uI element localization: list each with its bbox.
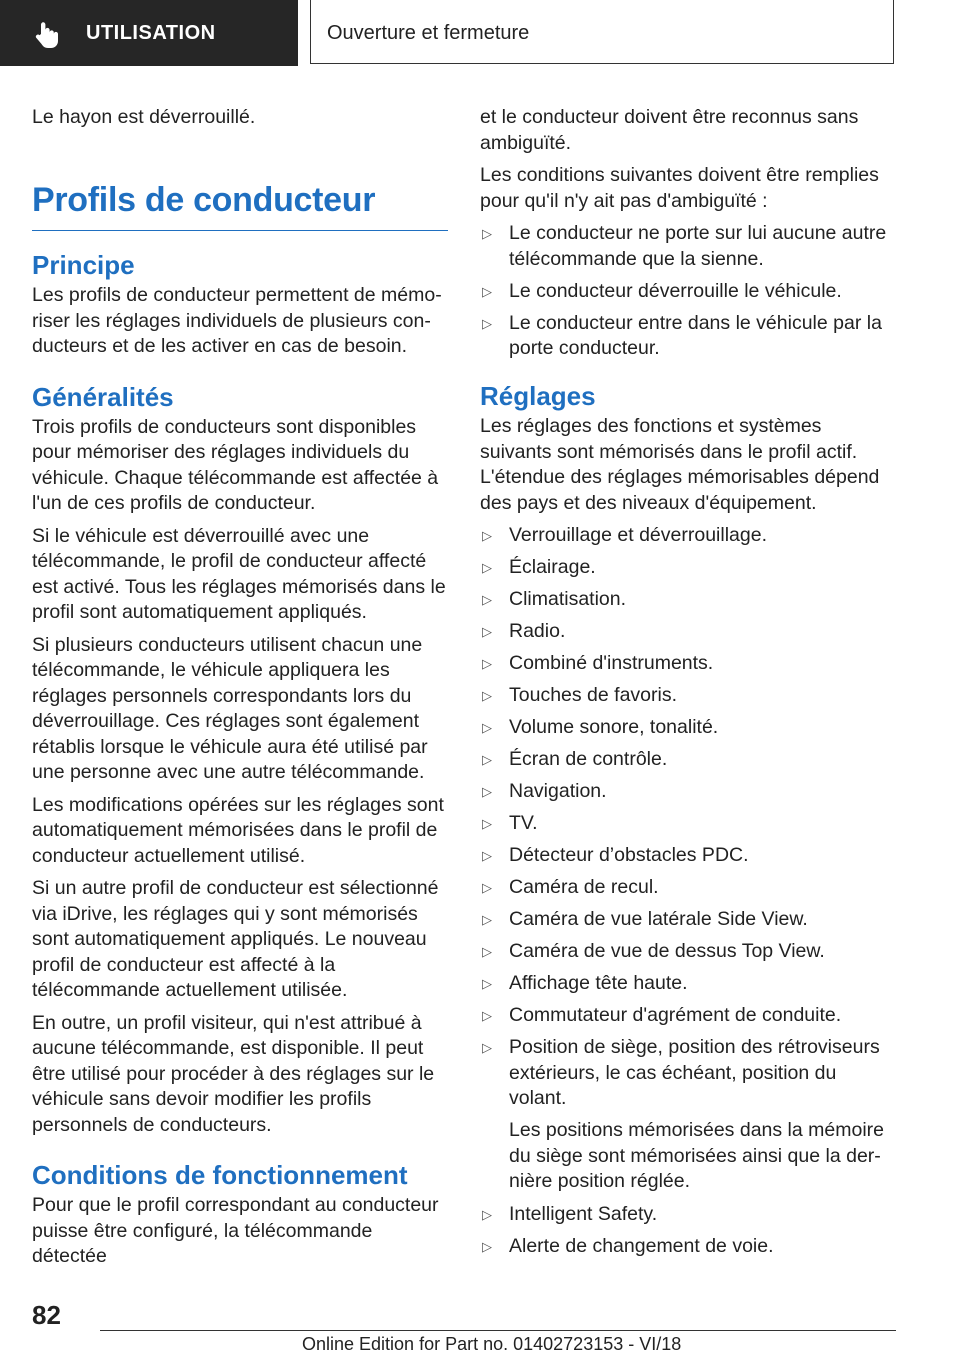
triangle-right-icon: ▷ <box>482 1008 492 1023</box>
principe-text: Les profils de conducteur permettent de mémoriser les réglages individuels de plusieurs conducteurs et de les activer en cas de besoin. <box>32 284 442 357</box>
triangle-right-icon: ▷ <box>482 880 492 895</box>
list-item: ▷ Navigation. <box>480 779 896 805</box>
triangle-right-icon: ▷ <box>482 1040 492 1055</box>
page-header <box>0 0 960 66</box>
conditions-continued: et le conducteur doivent être reconnus sans ambiguïté. <box>480 106 859 154</box>
generalites-p1: Trois profils de conducteurs sont disponibles pour mémoriser des réglages individuels du véhicule. Chaque télécommande est affectée à l'un de ces profils de conducteur. <box>32 415 439 514</box>
subsection-tab <box>310 0 894 64</box>
triangle-right-icon: ▷ <box>482 1238 492 1254</box>
triangle-right-icon: ▷ <box>482 816 492 831</box>
list-item: ▷ Position de siège, position des rétroviseurs extérieurs, le cas échéant, position du volant. <box>482 1036 880 1109</box>
subsection-title: Ouverture et fermeture <box>327 22 530 44</box>
list-item: ▷ Affichage tête haute. <box>480 971 896 997</box>
list-item: ▷ TV. <box>480 811 896 837</box>
triangle-right-icon: ▷ <box>482 720 492 735</box>
hand-pointer-icon <box>32 20 62 50</box>
list-item: ▷ Détecteur d’obstacles PDC. <box>480 843 896 869</box>
list-item: ▷ Verrouillage et déverrouillage. <box>480 523 896 549</box>
reglages-list-cont <box>480 1202 896 1260</box>
page-title: Profils de conducteur <box>32 180 376 219</box>
triangle-right-icon: ▷ <box>482 624 492 639</box>
reglages-list <box>480 523 896 1112</box>
list-item: ▷ Caméra de vue de dessus Top View. <box>480 939 896 965</box>
list-item: ▷ Le conducteur déverrouille le véhicule. <box>480 279 896 305</box>
triangle-right-icon: ▷ <box>482 688 492 703</box>
triangle-right-icon: ▷ <box>482 1206 492 1222</box>
list-item: ▷ Touches de favoris. <box>480 683 896 709</box>
list-item: ▷ Commutateur d'agrément de conduite. <box>480 1003 896 1029</box>
list-item: ▷ Écran de contrôle. <box>480 747 896 773</box>
triangle-right-icon: ▷ <box>482 752 492 767</box>
triangle-right-icon: ▷ <box>482 560 492 575</box>
conditions-intro: Les conditions suivantes doivent être remplies pour qu'il n'y ait pas d'ambiguïté : <box>480 164 879 212</box>
triangle-right-icon: ▷ <box>482 784 492 799</box>
list-item: ▷ Radio. <box>480 619 896 645</box>
triangle-right-icon: ▷ <box>482 912 492 927</box>
list-item: ▷ Caméra de vue latérale Side View. <box>480 907 896 933</box>
footer-rule <box>100 1330 896 1331</box>
generalites-p6: En outre, un profil visiteur, qui n'est attribué à aucune télécommande, est disponible. Il peut être utilisé pour procéder à des réglages sur le véhicule sans devoir modifier les profils personnels de conducteurs. <box>32 1011 435 1136</box>
list-item: ▷ Le conducteur ne porte sur lui aucune autre télécommande que la sienne. <box>482 222 887 270</box>
list-item: ▷ Éclairage. <box>480 555 896 581</box>
generalites-p2: Si le véhicule est déverrouillé avec une télécommande, le profil de conducteur affecté est activé. Tous les réglages mémorisés dans le profil sont automatiquement appliqués. <box>32 524 446 623</box>
right-column <box>480 105 896 1266</box>
edition-text: Online Edition for Part no. 01402723153 - VI/18 <box>302 1334 682 1354</box>
list-item: ▷ Le conducteur entre dans le véhicule par la porte conducteur. <box>482 311 882 359</box>
page-number: 82 <box>32 1300 61 1330</box>
triangle-right-icon: ▷ <box>482 944 492 959</box>
list-item: ▷ Combiné d'instruments. <box>480 651 896 677</box>
title-rule <box>32 230 448 232</box>
list-item: ▷ Volume sonore, tonalité. <box>480 715 896 741</box>
triangle-right-icon: ▷ <box>482 528 492 543</box>
conditions-list <box>480 221 896 362</box>
triangle-right-icon: ▷ <box>482 976 492 991</box>
triangle-right-icon: ▷ <box>482 592 492 607</box>
section-title: UTILISATION <box>86 22 216 44</box>
section-tab <box>0 0 298 66</box>
generalites-p3: Si plusieurs conducteurs utilisent chacun une télécommande, le véhicule appliquera les réglages personnels correspondants lors du déverrouillage. Ces réglages sont également rétablis lorsque le véhicule aura été utilisé par une personne avec une autre télécommande. <box>32 633 428 783</box>
list-item: ▷ Alerte de changement de voie. <box>480 1234 896 1260</box>
triangle-right-icon: ▷ <box>482 656 492 671</box>
triangle-right-icon: ▷ <box>482 283 492 299</box>
triangle-right-icon: ▷ <box>482 848 492 863</box>
heading-reglages: Réglages <box>480 381 596 411</box>
reglages-text: Les réglages des fonctions et systèmes suivants sont mémorisés dans le profil actif. L'étendue des réglages mémorisables dépend des pays et des niveaux d'équipement. <box>480 415 880 514</box>
generalites-p4: Les modifications opérées sur les réglages sont automatiquement mémorisées dans le profil de conducteur actuellement utilisé. <box>32 793 444 867</box>
triangle-right-icon: ▷ <box>482 226 492 241</box>
intro-text: Le hayon est déverrouillé. <box>32 106 256 128</box>
conditions-text: Pour que le profil correspondant au conducteur puisse être configuré, la télécommande détectée <box>32 1194 439 1267</box>
left-column <box>32 105 448 1277</box>
heading-principe: Principe <box>32 250 135 280</box>
list-item: ▷ Intelligent Safety. <box>480 1202 896 1228</box>
generalites-p5: Si un autre profil de conducteur est sélectionné via iDrive, les réglages qui y sont mémorisés sont automatiquement appliqués. Le nouveau profil de conducteur est affecté à la télécommande actuellement utilisée. <box>32 877 439 1001</box>
list-item: ▷ Caméra de recul. <box>480 875 896 901</box>
heading-generalites: Généralités <box>32 381 174 412</box>
seat-memory-note: Les positions mémorisées dans la mémoire du siège sont mémorisées ainsi que la dernière position réglée. <box>509 1119 884 1192</box>
triangle-right-icon: ▷ <box>482 315 492 331</box>
heading-conditions: Conditions de fonctionnement <box>32 1160 408 1190</box>
list-item: ▷ Climatisation. <box>480 587 896 613</box>
